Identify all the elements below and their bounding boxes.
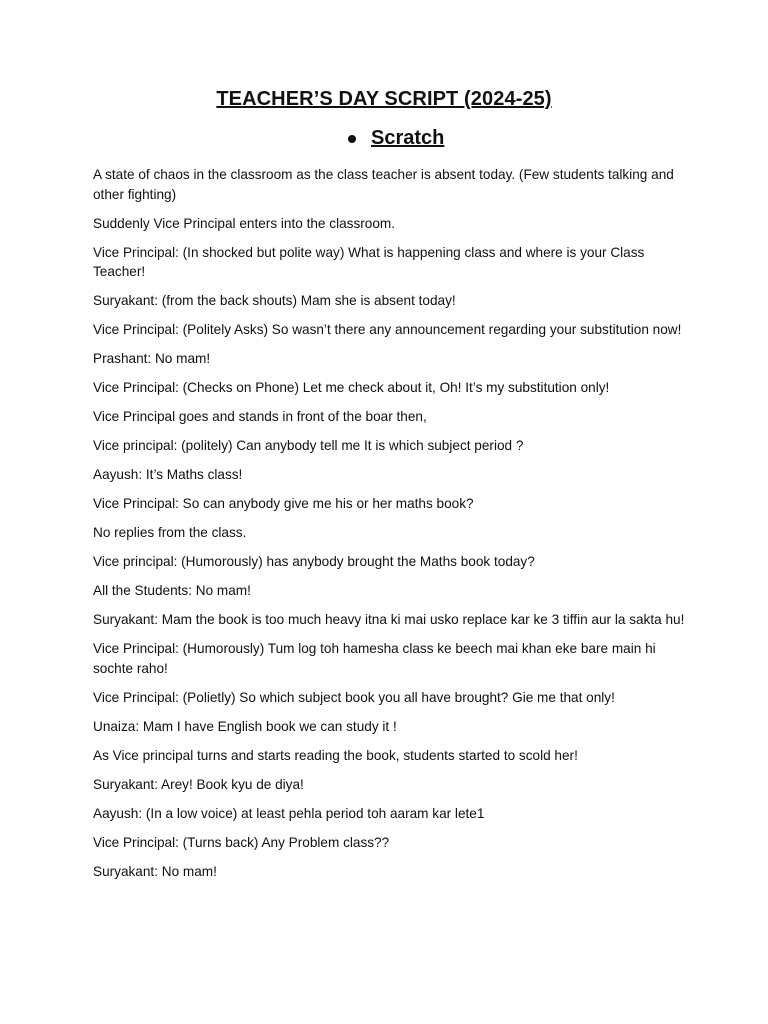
bullet-icon bbox=[348, 135, 356, 143]
script-paragraph: Prashant: No mam! bbox=[93, 351, 211, 366]
script-paragraph: No replies from the class. bbox=[93, 525, 247, 540]
section-heading bbox=[340, 127, 444, 150]
script-paragraph: Aayush: It’s Maths class! bbox=[93, 467, 243, 482]
script-paragraph: Suryakant: (from the back shouts) Mam she is absent today! bbox=[93, 293, 456, 308]
script-paragraph: Suryakant: Mam the book is too much heavy itna ki mai usko replace kar ke 3 tiffin aur la sakta hu! bbox=[93, 612, 685, 627]
script-paragraph: Suddenly Vice Principal enters into the classroom. bbox=[93, 215, 395, 231]
script-paragraph: Aayush: (In a low voice) at least pehla period toh aaram kar lete1 bbox=[93, 805, 485, 821]
script-paragraph: Vice Principal: (In shocked but polite way) What is happening class and where is your Class Teacher! bbox=[93, 244, 645, 279]
section-heading-label: Scratch bbox=[371, 127, 445, 149]
script-paragraph: All the Students: No mam! bbox=[93, 583, 251, 598]
script-paragraph: A state of chaos in the classroom as the class teacher is absent today. (Few students talking and other fighting) bbox=[93, 167, 674, 202]
script-paragraph: Unaiza: Mam I have English book we can study it ! bbox=[93, 718, 397, 734]
script-paragraph: Suryakant: Arey! Book kyu de diya! bbox=[93, 776, 304, 792]
script-paragraph: Vice Principal: (Checks on Phone) Let me check about it, Oh! It’s my substitution only! bbox=[93, 380, 610, 395]
script-paragraph: Vice principal: (Humorously) has anybody brought the Maths book today? bbox=[93, 554, 535, 569]
script-paragraph: Suryakant: No mam! bbox=[93, 863, 217, 879]
script-paragraph: Vice Principal goes and stands in front of the boar then, bbox=[93, 409, 427, 424]
script-body bbox=[93, 165, 693, 891]
script-paragraph: Vice Principal: (Politely Asks) So wasn’t there any announcement regarding your substitution now! bbox=[93, 322, 682, 337]
script-paragraph: Vice Principal: (Humorously) Tum log toh hamesha class ke beech mai khan eke bare main hi sochte raho! bbox=[93, 641, 656, 676]
script-paragraph: As Vice principal turns and starts reading the book, students started to scold her! bbox=[93, 747, 578, 763]
script-paragraph: Vice Principal: (Turns back) Any Problem class?? bbox=[93, 834, 390, 850]
script-paragraph: Vice Principal: (Polietly) So which subject book you all have brought? Gie me that only! bbox=[93, 689, 615, 705]
document-title: TEACHER’S DAY SCRIPT (2024-25) bbox=[216, 88, 552, 110]
script-paragraph: Vice principal: (politely) Can anybody tell me It is which subject period ? bbox=[93, 438, 524, 453]
script-paragraph: Vice Principal: So can anybody give me his or her maths book? bbox=[93, 496, 474, 511]
